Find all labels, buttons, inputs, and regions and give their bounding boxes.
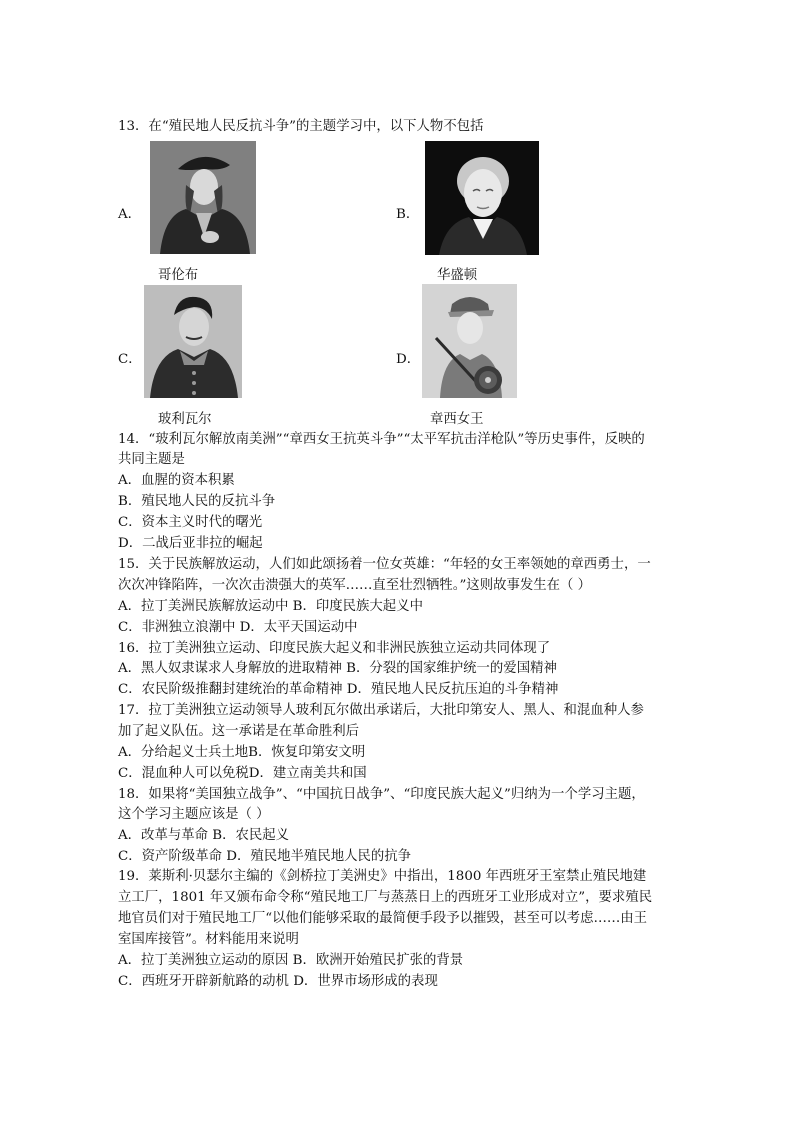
q18-options-cd: C．资产阶级革命 D．殖民地半殖民地人民的抗争 bbox=[118, 849, 412, 864]
portrait-bolivar bbox=[144, 285, 242, 398]
q17-options-cd: C．混血种人可以免税D．建立南美共和国 bbox=[118, 766, 367, 781]
option-c-letter: C． bbox=[118, 352, 142, 367]
q14-option-a: A．血腥的资本积累 bbox=[118, 473, 235, 488]
q18-stem-line1: 18．如果将“美国独立战争”、“中国抗日战争”、“印度民族大起义”归纳为一个学习主题， bbox=[118, 787, 645, 802]
q15-options-ab: A．拉丁美洲民族解放运动中 B．印度民族大起义中 bbox=[118, 599, 423, 614]
q19-options-cd: C．西班牙开辟新航路的动机 D．世界市场形成的表现 bbox=[118, 974, 438, 989]
q15-stem-line1: 15．关于民族解放运动，人们如此颂扬着一位女英雄：“年轻的女王率领她的章西勇士，一 bbox=[118, 557, 651, 572]
q19-options-ab: A．拉丁美洲独立运动的原因 B．欧洲开始殖民扩张的背景 bbox=[118, 953, 464, 968]
q14-option-c: C．资本主义时代的曙光 bbox=[118, 515, 263, 530]
caption-c: 玻利瓦尔 bbox=[158, 412, 212, 427]
option-d-letter: D． bbox=[396, 352, 421, 367]
q17-stem-line2: 加了起义队伍。这一承诺是在革命胜利后 bbox=[118, 724, 360, 739]
q18-stem-line2: 这个学习主题应该是（ ） bbox=[118, 807, 270, 822]
option-b-letter: B． bbox=[396, 207, 420, 222]
q16-stem: 16．拉丁美洲独立运动、印度民族大起义和非洲民族独立运动共同体现了 bbox=[118, 641, 551, 656]
q16-options-ab: A．黑人奴隶谋求人身解放的进取精神 B．分裂的国家维护统一的爱国精神 bbox=[118, 661, 557, 676]
portrait-columbus bbox=[150, 141, 256, 254]
q19-stem-line3: 地官员们对于殖民地工厂“以他们能够采取的最简便手段予以摧毁，甚至可以考虑……由王 bbox=[118, 911, 648, 926]
q14-option-d: D．二战后亚非拉的崛起 bbox=[118, 536, 263, 551]
q17-options-ab: A．分给起义士兵土地B．恢复印第安文明 bbox=[118, 745, 366, 760]
portrait-rani-of-jhansi bbox=[422, 284, 517, 398]
caption-a: 哥伦布 bbox=[158, 268, 199, 283]
portrait-washington bbox=[425, 141, 539, 255]
q19-stem-line2: 立工厂，1801 年又颁布命令称“殖民地工厂与蒸蒸日上的西班牙工业形成对立”，要求殖民 bbox=[118, 890, 653, 905]
q18-options-ab: A．改革与革命 B．农民起义 bbox=[118, 828, 290, 843]
q19-stem-line4: 室国库接管”。材料能用来说明 bbox=[118, 932, 299, 947]
q15-stem-line2: 次次冲锋陷阵，一次次击溃强大的英军……直至壮烈牺牲。”这则故事发生在（ ） bbox=[118, 578, 592, 593]
q19-stem-line1: 19．莱斯利·贝瑟尔主编的《剑桥拉丁美洲史》中指出，1800 年西班牙王室禁止殖民地建 bbox=[118, 869, 647, 884]
option-a-letter: A． bbox=[118, 207, 142, 222]
q14-stem-line1: 14．“玻利瓦尔解放南美洲”“章西女王抗英斗争”“太平军抗击洋枪队”等历史事件，反映的 bbox=[118, 432, 645, 447]
caption-d: 章西女王 bbox=[430, 412, 484, 427]
question-13-stem: 13．在“殖民地人民反抗斗争”的主题学习中，以下人物不包括 bbox=[118, 119, 484, 134]
caption-b: 华盛顿 bbox=[437, 268, 478, 283]
q14-option-b: B．殖民地人民的反抗斗争 bbox=[118, 494, 276, 509]
q17-stem-line1: 17．拉丁美洲独立运动领导人玻利瓦尔做出承诺后，大批印第安人、黑人、和混血种人参 bbox=[118, 703, 644, 718]
q15-options-cd: C．非洲独立浪潮中 D．太平天国运动中 bbox=[118, 620, 358, 635]
q14-stem-line2: 共同主题是 bbox=[118, 452, 185, 467]
q16-options-cd: C．农民阶级推翻封建统治的革命精神 D．殖民地人民反抗压迫的斗争精神 bbox=[118, 682, 559, 697]
